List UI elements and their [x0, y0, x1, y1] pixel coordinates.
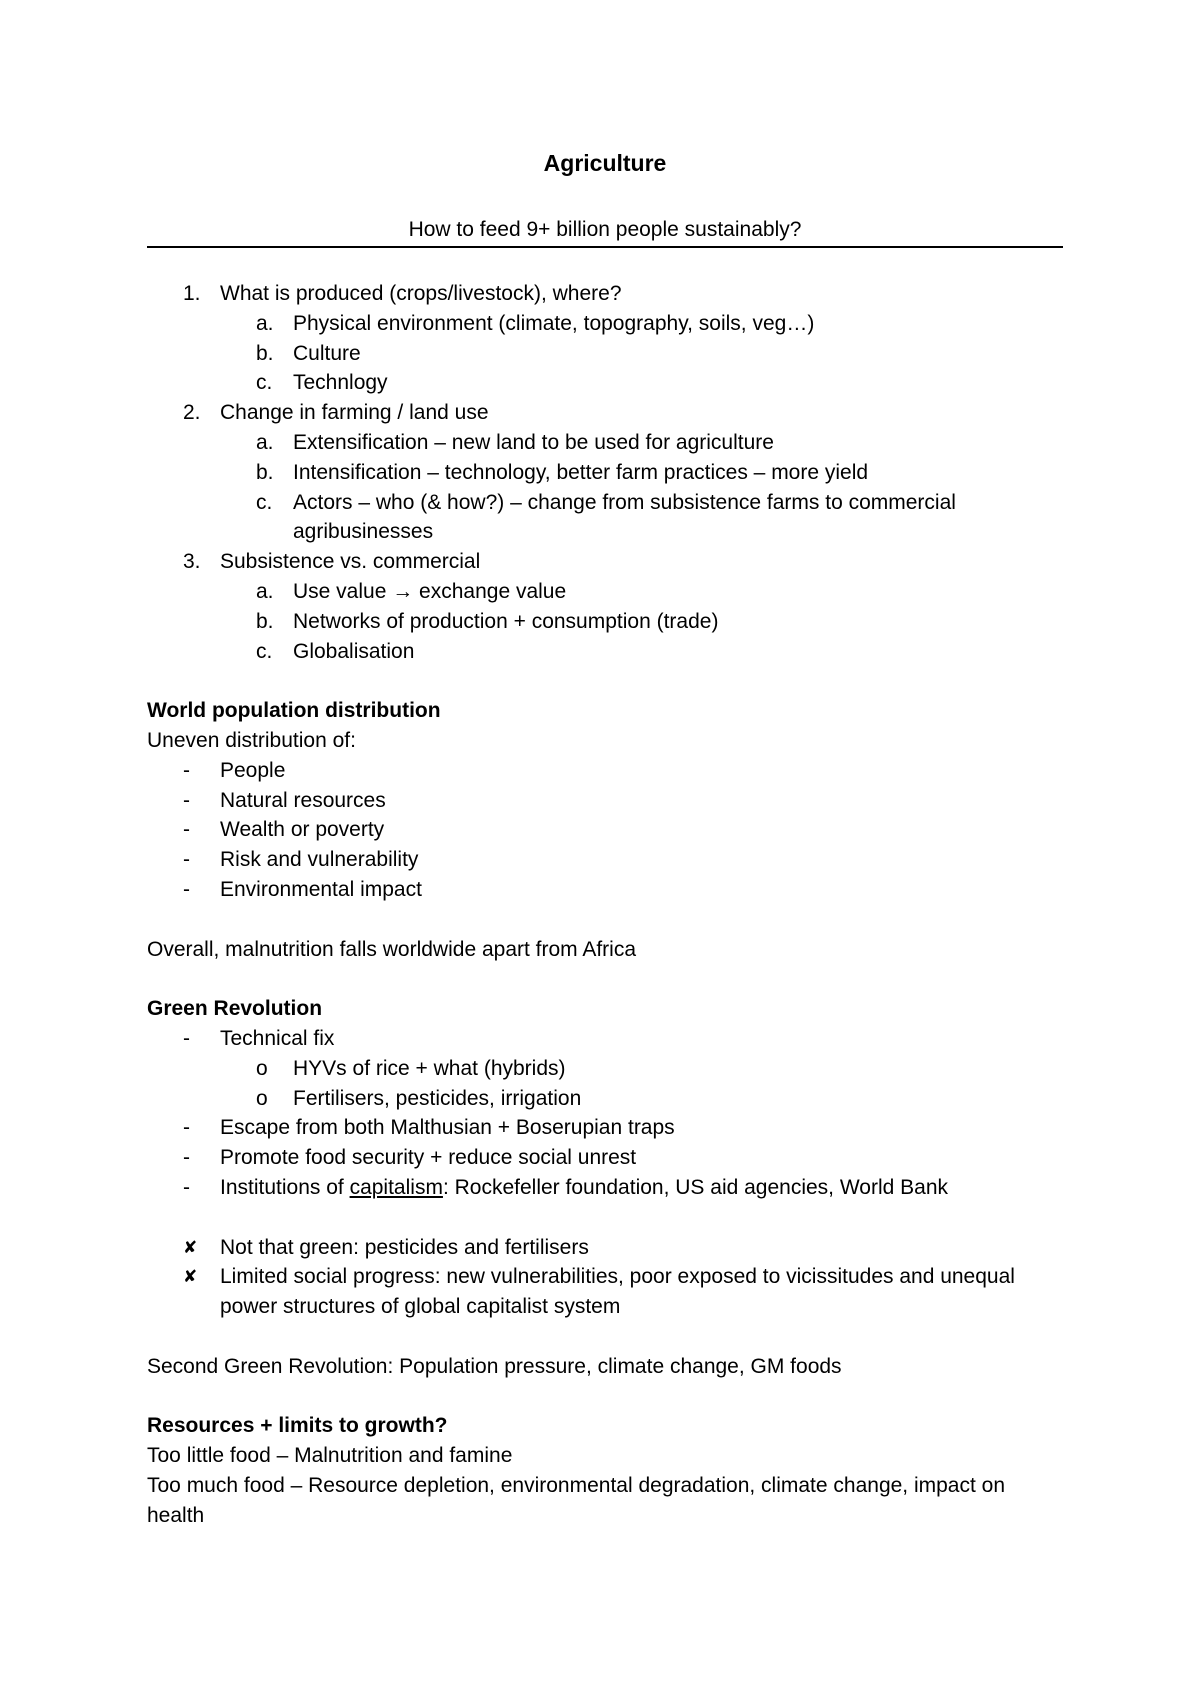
document-subtitle: How to feed 9+ billion people sustainably? [408, 218, 802, 241]
outline-item [147, 398, 1063, 428]
list-number: 3. [183, 550, 201, 574]
institutions-prefix: Institutions of [220, 1175, 350, 1199]
bullet-text: Environmental impact [220, 877, 422, 901]
outline-subitem [147, 607, 1063, 637]
outline-item-text: Change in farming / land use [220, 401, 489, 425]
cross-icon: ✘ [183, 1237, 198, 1257]
sub-bullet-text: Fertilisers, pesticides, irrigation [293, 1086, 582, 1110]
outline-item-text: Subsistence vs. commercial [220, 550, 481, 574]
dash-bullet: - [183, 1026, 190, 1050]
outline-subitem-text: Use value → exchange value [293, 579, 567, 603]
bullet-text: Risk and vulnerability [220, 848, 419, 872]
document-title: Agriculture [543, 150, 667, 176]
dash-bullet: - [183, 1116, 190, 1140]
outline-subitem-text: Networks of production + consumption (trade) [293, 609, 719, 633]
malnutrition-note: Overall, malnutrition falls worldwide apart from Africa [147, 937, 637, 961]
outline-subitem [147, 368, 1063, 398]
criticism-item [147, 1262, 1063, 1322]
outline-subitem-text: Globalisation [293, 639, 415, 663]
bullet-text: Promote food security + reduce social unrest [220, 1146, 637, 1170]
sub-bullet-item [147, 1054, 1063, 1084]
criticism-item [147, 1233, 1063, 1263]
bullet-item [147, 1143, 1063, 1173]
spacer [147, 964, 1063, 994]
bullet-text: Natural resources [220, 788, 386, 812]
bullet-item [147, 756, 1063, 786]
spacer [147, 1203, 1063, 1233]
bullet-text: Technical fix [220, 1026, 335, 1050]
spacer [147, 1381, 1063, 1411]
bullet-item [147, 875, 1063, 905]
outline-item-text: What is produced (crops/livestock), where? [220, 282, 622, 305]
outline-subitem [147, 637, 1063, 667]
sub-bullet-text: HYVs of rice + what (hybrids) [293, 1056, 566, 1080]
circle-bullet: o [256, 1086, 268, 1110]
dash-bullet: - [183, 788, 190, 812]
outline-subitem-text: Extensification – new land to be used for agriculture [293, 430, 774, 454]
dash-bullet: - [183, 758, 190, 782]
criticism-text: Limited social progress: new vulnerabilities, poor exposed to vicissitudes and unequal power structures of global capitalist system [220, 1265, 1015, 1319]
spacer [147, 1322, 1063, 1352]
dash-bullet: - [183, 1146, 190, 1170]
bullet-item [147, 845, 1063, 875]
list-letter: a. [256, 311, 274, 335]
horizontal-rule [147, 246, 1063, 248]
list-letter: c. [256, 490, 273, 514]
list-number: 1. [183, 282, 201, 305]
list-letter: a. [256, 579, 274, 603]
population-intro: Uneven distribution of: [147, 728, 356, 752]
bullet-item [147, 815, 1063, 845]
bullet-text: Escape from both Malthusian + Boserupian traps [220, 1116, 675, 1140]
dash-bullet: - [183, 877, 190, 901]
list-letter: b. [256, 341, 274, 365]
resources-line: Too much food – Resource depletion, environmental degradation, climate change, impact on health [147, 1473, 1006, 1527]
institutions-suffix: : Rockefeller foundation, US aid agencies, World Bank [442, 1175, 949, 1199]
section-heading-population: World population distribution [147, 699, 441, 723]
dash-bullet: - [183, 818, 190, 842]
outline-subitem-text: Culture [293, 341, 361, 365]
section-heading-green-revolution: Green Revolution [147, 997, 323, 1021]
outline-subitem [147, 458, 1063, 488]
list-letter: c. [256, 639, 273, 663]
bullet-text-institutions [220, 1173, 1063, 1203]
bullet-item [147, 1113, 1063, 1143]
cross-icon: ✘ [183, 1267, 198, 1287]
outline-subitem-text: Actors – who (& how?) – change from subsistence farms to commercial agribusinesses [293, 490, 956, 544]
circle-bullet: o [256, 1056, 268, 1080]
outline-subitem [147, 339, 1063, 369]
document-body [147, 279, 1063, 1530]
outline-item [147, 547, 1063, 577]
bullet-text: People [220, 758, 286, 782]
resources-line: Too little food – Malnutrition and famine [147, 1444, 513, 1468]
bullet-item [147, 1024, 1063, 1054]
dash-bullet: - [183, 1175, 190, 1199]
outline-subitem-text: Intensification – technology, better farm practices – more yield [293, 460, 869, 484]
section-heading-resources: Resources + limits to growth? [147, 1414, 448, 1438]
outline-subitem [147, 488, 1063, 548]
bullet-item [147, 786, 1063, 816]
list-letter: a. [256, 430, 274, 454]
outline-item [147, 279, 1063, 309]
underlined-term: capitalism [349, 1175, 443, 1199]
sub-bullet-item [147, 1084, 1063, 1114]
outline-subitem-text: Physical environment (climate, topography, soils, veg…) [293, 311, 815, 335]
second-green-revolution: Second Green Revolution: Population pressure, climate change, GM foods [147, 1354, 842, 1378]
outline-subitem-text: Technlogy [293, 371, 388, 395]
list-letter: b. [256, 460, 274, 484]
list-letter: b. [256, 609, 274, 633]
spacer [147, 666, 1063, 696]
dash-bullet: - [183, 848, 190, 872]
outline-subitem [147, 309, 1063, 339]
numbered-outline [147, 279, 1063, 666]
bullet-text: Wealth or poverty [220, 818, 385, 842]
spacer [147, 905, 1063, 935]
outline-subitem [147, 428, 1063, 458]
criticism-text: Not that green: pesticides and fertilisers [220, 1235, 589, 1259]
bullet-item [147, 1173, 1063, 1203]
outline-subitem [147, 577, 1063, 607]
list-number: 2. [183, 401, 201, 425]
list-letter: c. [256, 371, 273, 395]
